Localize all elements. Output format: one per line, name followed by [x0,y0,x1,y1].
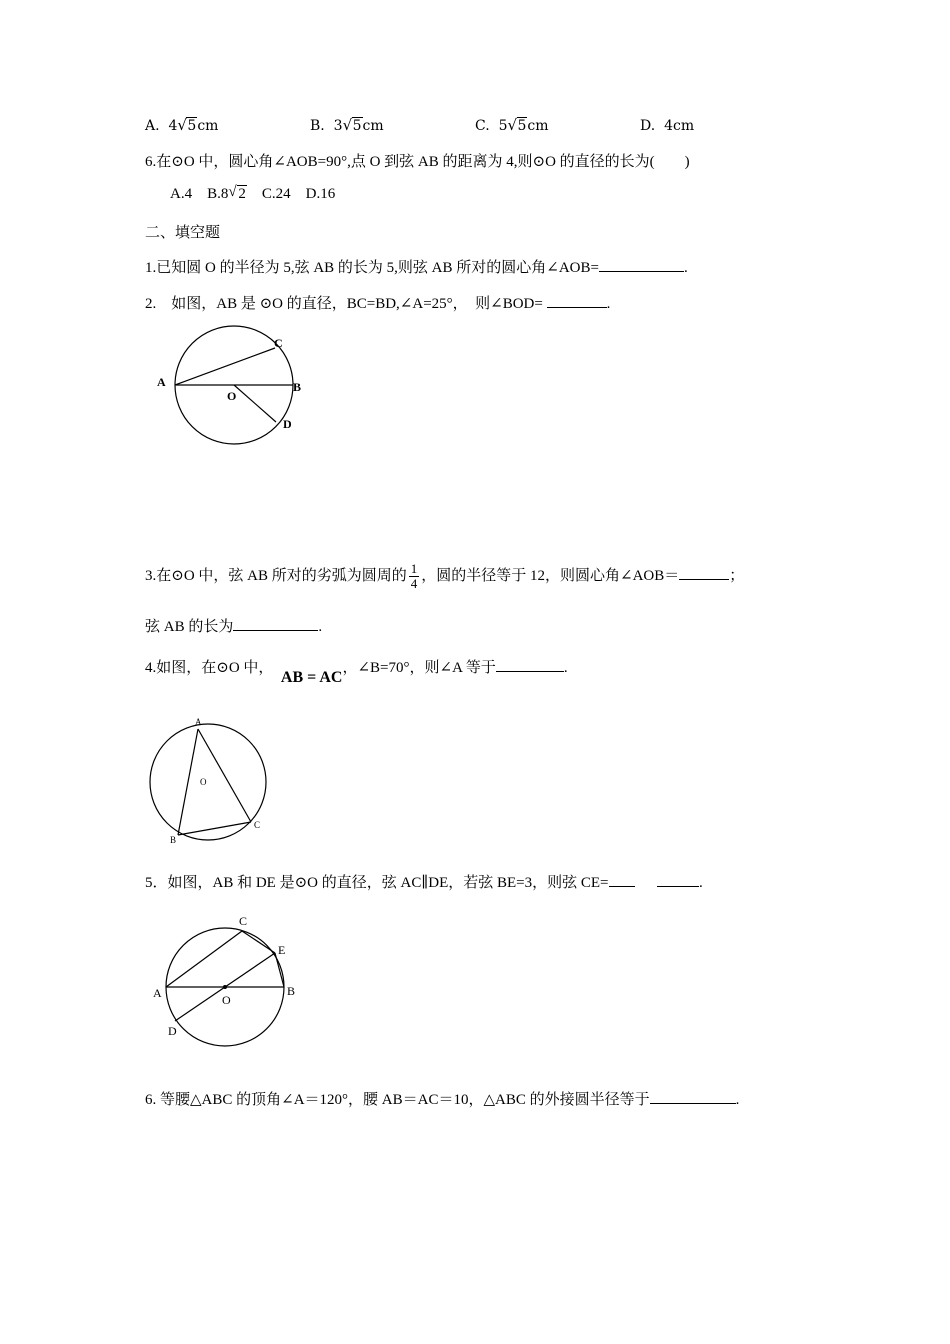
figure-two-diameters [150,908,310,1053]
answer-blank [679,564,729,580]
center-point [223,985,227,989]
fill-question-4: 4.如图，在⊙O 中， AB = AC，∠B=70°，则∠A 等于 . [145,656,568,677]
q6-option-c: C.24 [261,186,291,202]
answer-blank [657,871,699,887]
answer-blank [609,871,635,887]
fill-question-5: 5．如图，AB 和 DE 是⊙O 的直径，弦 AC∥DE，若弦 BE=3，则弦 CE= . [145,871,703,892]
option-b: B. 3√ 5cm [310,118,384,134]
label-b: B [293,380,302,394]
question-6-text: 6.在⊙O 中，圆心角∠AOB=90°,点 O 到弦 AB 的距离为 4,则⊙O 的直径的长为( ) [145,154,690,170]
answer-blank [599,256,684,272]
label-a: A [157,375,166,389]
arc-equality: AB = AC [280,669,343,686]
answer-blank [496,656,564,672]
label-a: A [153,986,162,1000]
fill-question-2: 2. 如图，AB 是 ⊙O 的直径，BC=BD,∠A=25°， 则∠BOD= . [145,292,610,313]
answer-blank [233,615,318,631]
section-title: 二、填空题 [145,225,221,241]
option-a: A. 4√ 5cm [145,118,218,134]
radius-od [234,385,276,422]
label-o: O [227,389,237,403]
chord-ac [166,931,242,987]
option-c: C. 5√ 5cm [475,118,549,134]
answer-blank [547,292,607,308]
side-ac [198,729,251,822]
fraction-one-quarter: $\frac{1}{4}$ [410,561,418,591]
chord-be [275,953,284,987]
side-bc [178,822,251,835]
label-c: C [274,336,283,350]
question-6-options [170,186,335,203]
side-ab [178,729,198,835]
chord-ce [242,931,275,953]
label-b: B [287,984,296,998]
q6-option-d: D.16 [305,186,336,202]
label-d: D [168,1024,177,1038]
chord-ac [175,348,275,385]
figure-inscribed-triangle [145,712,275,852]
label-d: D [283,417,292,431]
fill-question-1: 1.已知圆 O 的半径为 5,弦 AB 的长为 5,则弦 AB 所对的圆心角∠AOB= . [145,256,688,277]
label-b: B [170,835,177,845]
answer-blank [650,1088,736,1104]
fill-question-3-line-2: 弦 AB 的长为 . [145,615,322,636]
label-c: C [254,820,261,830]
option-d: D. 4cm [640,118,695,134]
q6-option-a: A.4 [170,186,193,202]
label-e: E [278,943,286,957]
label-o: O [200,777,207,787]
options-row [145,118,218,134]
label-c: C [239,914,248,928]
fill-question-3: 3.在⊙O 中，弦 AB 所对的劣弧为圆周的 $\frac{1}{4}$ ，圆的半径等于 12，则圆心角∠AOB＝ ； [145,561,745,591]
label-o: O [222,993,231,1007]
fill-question-6: 6. 等腰△ABC 的顶角∠A＝120°，腰 AB＝AC＝10，△ABC 的外接圆半径等于 . [145,1088,739,1109]
figure-circle-diameter-ab [150,325,320,450]
label-a: A [195,717,202,727]
q6-option-b: B.8√ 2 [207,186,247,202]
